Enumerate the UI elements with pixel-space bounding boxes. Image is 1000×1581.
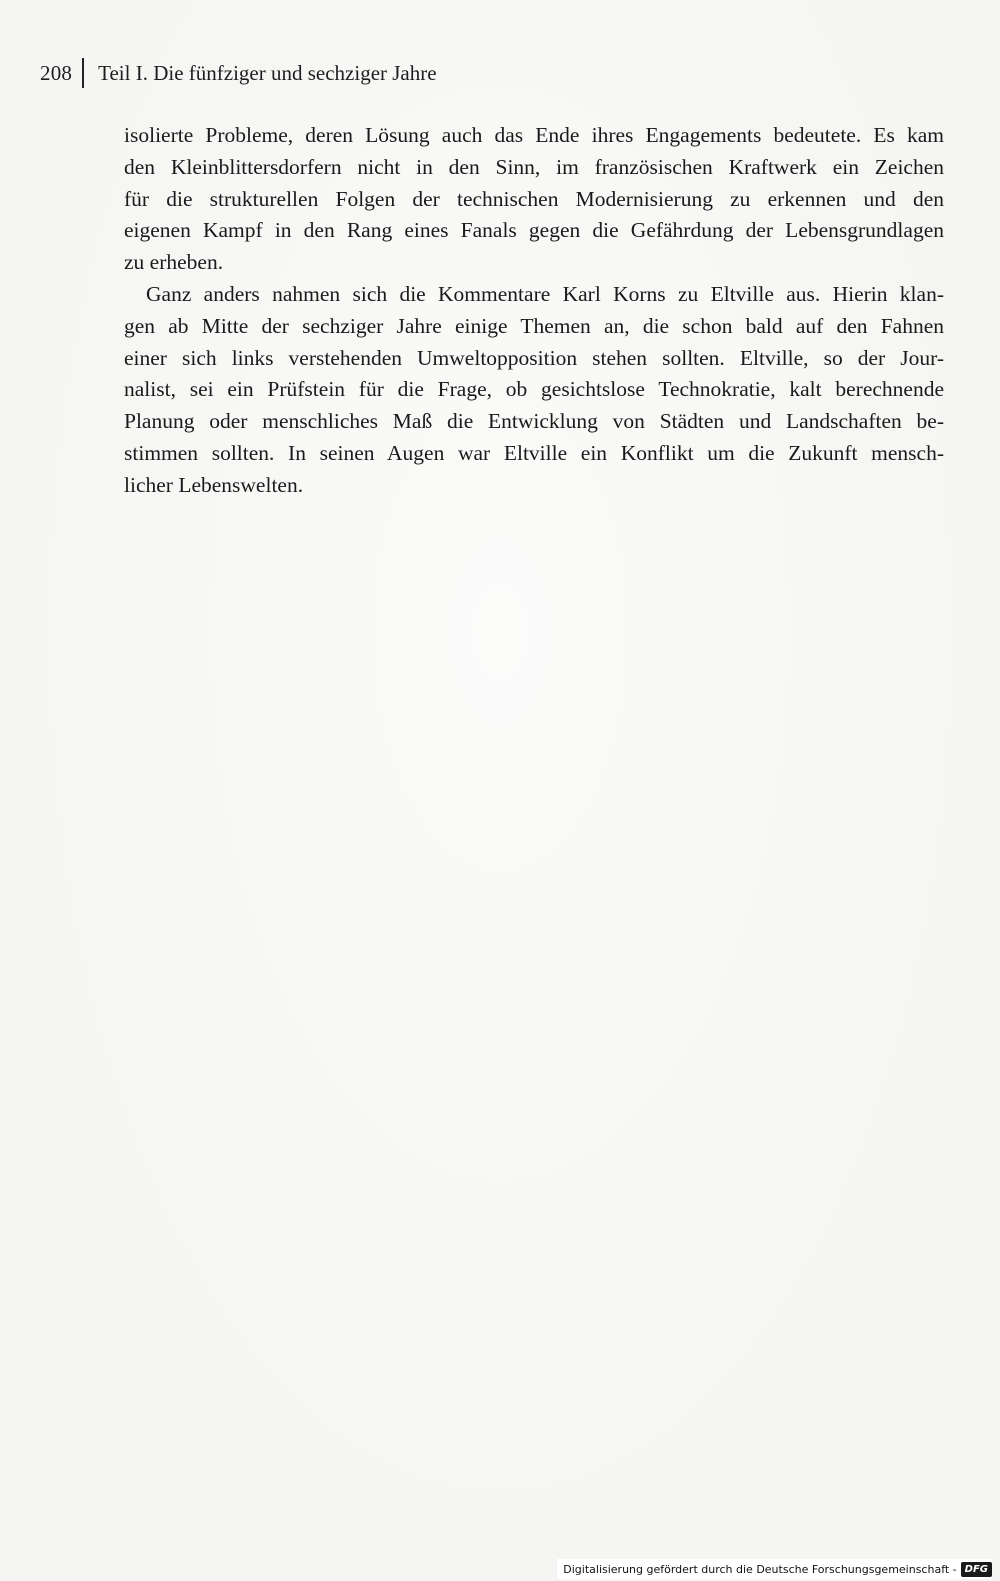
text-line: isolierte Probleme, deren Lösung auch das Ende ihres Engagements bedeutete. Es kam [124, 123, 944, 147]
page-number: 208 [40, 60, 73, 85]
credit-text: Digitalisierung gefördert durch die Deutsche Forschungsgemeinschaft - [563, 1562, 957, 1576]
text-line: zu erheben. [124, 250, 224, 275]
dfg-logo-icon: DFG [961, 1562, 992, 1577]
text-line: nalist, sei ein Prüfstein für die Frage, ob gesichtslose Technokratie, kalt berechnende [124, 377, 944, 402]
body-text [124, 120, 944, 502]
digitization-credit [557, 1559, 992, 1579]
text-line: eigenen Kampf in den Rang eines Fanals gegen die Gefährdung der Lebensgrundlagen [124, 218, 944, 243]
text-line: einer sich links verstehenden Umweltopposition stehen sollten. Eltville, so der Jour- [124, 345, 944, 370]
text-line: Ganz anders nahmen sich die Kommentare Karl Korns zu Eltville aus. Hierin klan- [146, 281, 944, 306]
text-line: stimmen sollten. In seinen Augen war Eltville ein Konflikt um die Zukunft mensch- [124, 440, 944, 465]
paragraph-2 [124, 279, 944, 502]
text-line: den Kleinblittersdorfern nicht in den Sinn, im französischen Kraftwerk ein Zeichen [124, 154, 944, 179]
running-head [40, 58, 437, 88]
text-line: licher Lebenswelten. [124, 472, 304, 497]
text-line: für die strukturellen Folgen der technischen Modernisierung zu erkennen und den [124, 186, 944, 211]
running-head-divider [82, 58, 84, 88]
text-line: Planung oder menschliches Maß die Entwicklung von Städten und Landschaften be- [124, 409, 944, 434]
paragraph-1 [124, 120, 944, 279]
text-line: gen ab Mitte der sechziger Jahre einige Themen an, die schon bald auf den Fahnen [124, 313, 944, 338]
running-head-title: Teil I. Die fünfziger und sechziger Jahre [98, 60, 437, 85]
